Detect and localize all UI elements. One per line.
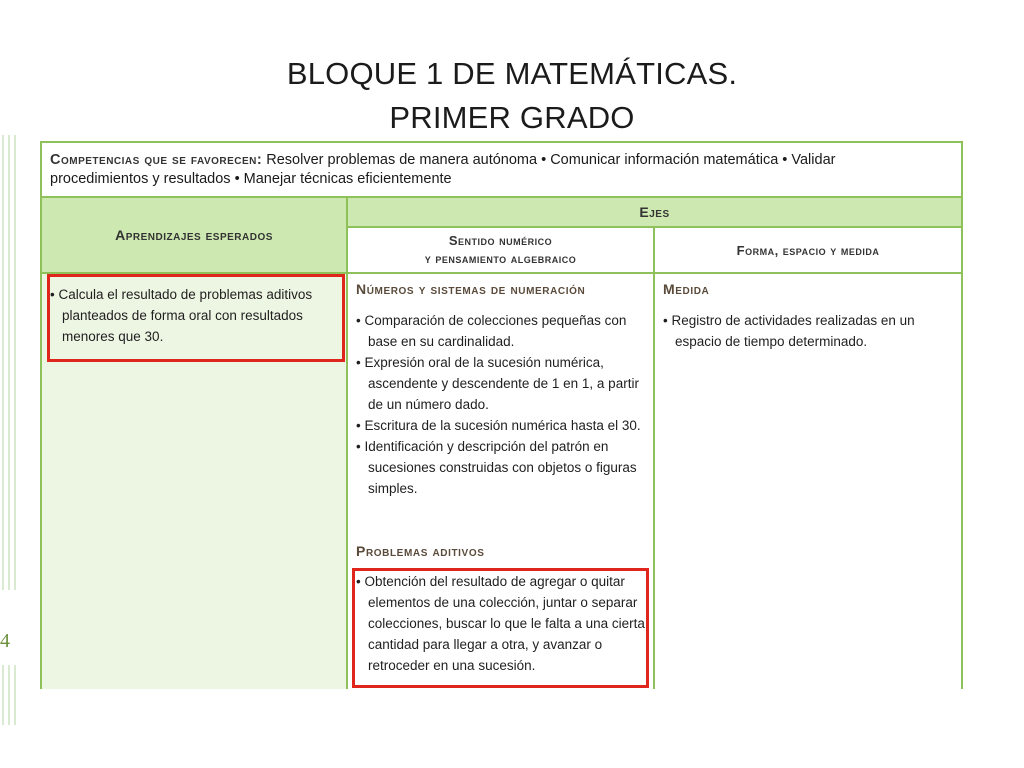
curriculum-table	[40, 141, 963, 689]
competencias-row	[42, 143, 961, 198]
aprendizajes-column	[42, 274, 348, 689]
sentido-numerico-column	[348, 274, 655, 689]
problemas-item: • Obtención del resultado de agregar o quitar elementos de una colección, juntar o separar colecciones, buscar lo que le falta a una cierta cantidad para llegar a otra, y avanzar o retroceder en una sucesión.	[356, 574, 645, 673]
list-item: • Identificación y descripción del patrón en sucesiones construidas con objetos o figuras simples.	[356, 439, 637, 496]
competencias-text-2: procedimientos y resultados • Manejar técnicas eficientemente	[50, 171, 452, 187]
aprendizaje-item: • Calcula el resultado de problemas aditivos planteados de forma oral con resultados menores que 30.	[50, 287, 313, 344]
list-item: • Escritura de la sucesión numérica hasta el 30.	[356, 418, 641, 433]
sentido-numerico-header: Sentido numérico y pensamiento algebraico	[348, 228, 655, 274]
numeros-list	[356, 310, 646, 499]
list-item: • Comparación de colecciones pequeñas con base en su cardinalidad.	[356, 313, 627, 349]
forma-espacio-column	[655, 274, 961, 689]
problemas-section-title: Problemas aditivos	[356, 543, 485, 559]
numeros-section-title: Números y sistemas de numeración	[356, 281, 586, 297]
competencias-text-1: Resolver problemas de manera autónoma • Comunicar información matemática • Validar	[266, 152, 836, 168]
medida-item: • Registro de actividades realizadas en un espacio de tiempo determinado.	[663, 313, 915, 349]
highlight-box-aprendizaje	[47, 274, 345, 362]
forma-espacio-header: Forma, espacio y medida	[655, 228, 961, 274]
list-item: • Expresión oral de la sucesión numérica, ascendente y descendente de 1 en 1, a partir de un número dado.	[356, 355, 639, 412]
medida-section-title: Medida	[663, 281, 710, 297]
title-line-2: PRIMER GRADO	[389, 100, 635, 135]
highlight-box-problemas	[352, 568, 649, 688]
ejes-header: Ejes	[348, 198, 961, 228]
aprendizajes-header: Aprendizajes esperados	[42, 198, 348, 274]
slide-title	[0, 52, 1024, 140]
page-number: 4	[0, 630, 10, 652]
title-line-1: BLOQUE 1 DE MATEMÁTICAS.	[286, 56, 738, 91]
competencias-label: Competencias que se favorecen:	[50, 152, 263, 168]
